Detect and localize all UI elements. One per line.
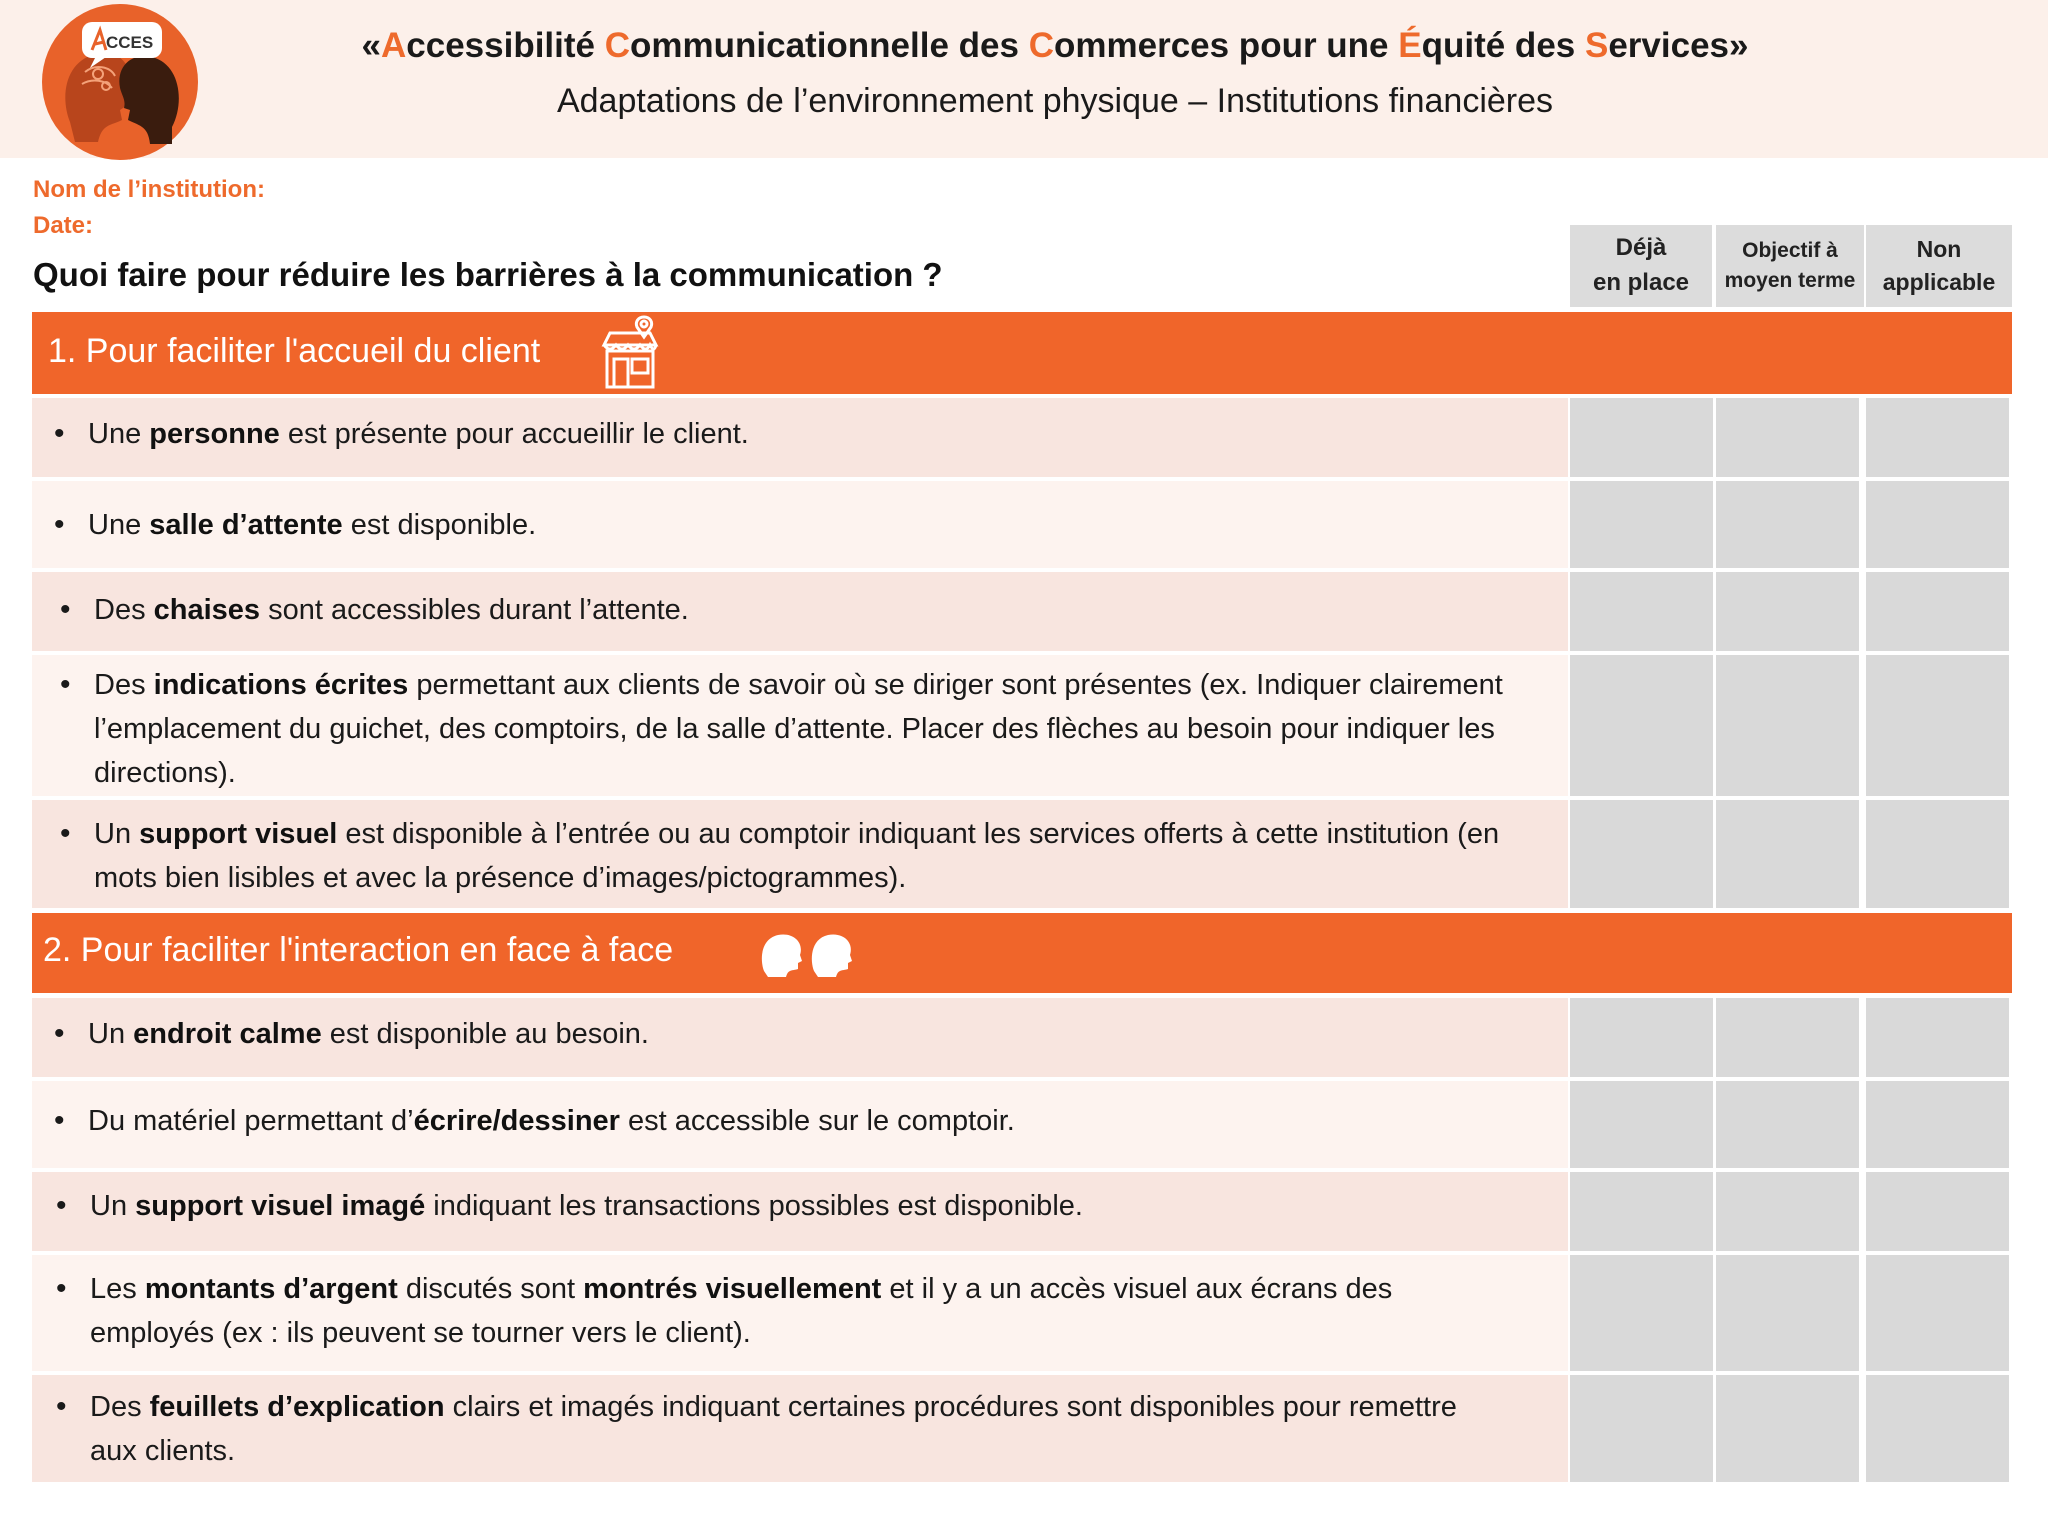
column-header-line2: moyen terme [1724,269,1856,292]
checkbox-cell-already-in-place[interactable] [1570,998,1713,1077]
title-accent-letter: É [1398,26,1422,65]
item-text-segment: Un [90,1190,136,1222]
title-text: ccessibilité [406,26,605,65]
list-item [32,1172,1568,1251]
item-text-bold: indications écrites [153,669,409,701]
bullet: • [54,508,65,541]
checkbox-cell-not-applicable[interactable] [1866,800,2009,908]
item-text-segment: Des [90,1391,150,1423]
item-text-segment: Des [94,594,154,626]
storefront-pin-icon [598,315,662,391]
checkbox-cell-already-in-place[interactable] [1570,655,1713,796]
section-1-header [32,312,2012,394]
item-text [60,588,1514,632]
bullet: • [60,817,71,850]
checkbox-cell-not-applicable[interactable] [1866,998,2009,1077]
page-title [230,26,1880,66]
title-accent-letter: S [1584,26,1609,65]
acces-logo-icon [40,2,200,162]
item-text [56,1184,1510,1228]
header-banner [0,0,2048,158]
checkbox-cell-mid-term-goal[interactable] [1716,655,1859,796]
logo-text: CCES [106,33,154,52]
list-item [32,800,1568,908]
column-header-already-in-place [1570,225,1712,307]
item-text-segment: est disponible. [342,509,537,541]
item-text-bold: personne [149,418,280,450]
list-item [32,572,1568,651]
title-text: quité des [1421,26,1585,65]
section-2-title: 2. Pour faciliter l'interaction en face à face [43,931,674,969]
checkbox-cell-mid-term-goal[interactable] [1716,800,1859,908]
item-text-segment: et il y a un accès visuel aux écrans des employés (ex : ils peuvent se tourner vers le client). [90,1273,1393,1349]
checkbox-cell-already-in-place[interactable] [1570,1375,1713,1482]
title-accent-letter: C [1028,26,1054,65]
list-item [32,998,1568,1077]
title-text: ervices» [1608,26,1749,65]
column-header-not-applicable [1866,225,2012,307]
item-text-segment: Les [90,1273,145,1305]
checkbox-cell-already-in-place[interactable] [1570,572,1713,651]
checkbox-cell-not-applicable[interactable] [1866,481,2009,568]
checkbox-cell-mid-term-goal[interactable] [1716,1375,1859,1482]
bullet: • [56,1390,67,1423]
item-text-segment: permettant aux clients de savoir où se diriger sont présentes (ex. Indiquer clairement l’emplacement du guichet, des comptoirs, de la salle d’attente. Placer des flèches au besoin pour indiquer les directions). [94,669,1503,789]
column-header-line2: en place [1592,269,1690,296]
item-text-segment: est disponible au besoin. [321,1018,649,1050]
item-text [60,812,1514,900]
title-accent-letter: C [604,26,630,65]
column-header-line1: Non [1916,235,1962,262]
item-text-segment: indiquant les transactions possibles est disponible. [425,1190,1083,1222]
item-text [54,412,1508,456]
bullet: • [54,1017,65,1050]
checkbox-cell-mid-term-goal[interactable] [1716,1255,1859,1371]
list-item [32,1375,1568,1482]
bullet: • [56,1189,67,1222]
item-text-segment: sont accessibles durant l’attente. [260,594,689,626]
item-text-segment: clairs et imagés indiquant certaines procédures sont disponibles pour remettre aux clients. [90,1391,1457,1467]
item-text-segment: est disponible à l’entrée ou au comptoir indiquant les services offerts à cette institution (en mots bien lisibles et avec la présence d’images/pictogrammes). [94,818,1500,894]
list-item [32,481,1568,568]
checkbox-cell-not-applicable[interactable] [1866,1255,2009,1371]
column-header-mid-term-goal [1716,225,1864,307]
checkbox-cell-not-applicable[interactable] [1866,1375,2009,1482]
list-item [32,1081,1568,1168]
item-text-segment: Du matériel permettant d’ [88,1105,414,1137]
item-text-segment: Un [94,818,140,850]
checkbox-cell-mid-term-goal[interactable] [1716,998,1859,1077]
checkbox-cell-already-in-place[interactable] [1570,1172,1713,1251]
bullet: • [56,1272,67,1305]
checkbox-cell-already-in-place[interactable] [1570,481,1713,568]
institution-name-label: Nom de l’institution: [33,176,265,203]
checkbox-cell-already-in-place[interactable] [1570,398,1713,477]
column-header-line1: Déjà [1615,234,1667,262]
item-text [60,663,1514,795]
item-text-segment: est présente pour accueillir le client. [279,418,749,450]
section-1-title: 1. Pour faciliter l'accueil du client [48,332,541,370]
checkbox-cell-mid-term-goal[interactable] [1716,398,1859,477]
title-accent-letter: A [380,26,407,65]
item-text-segment: discutés sont [397,1273,584,1305]
checkbox-cell-mid-term-goal[interactable] [1716,572,1859,651]
item-text-bold: feuillets d’explication [149,1391,445,1423]
item-text-bold: support visuel [139,818,338,850]
item-text-bold: montants d’argent [144,1273,398,1305]
checkbox-cell-mid-term-goal[interactable] [1716,481,1859,568]
item-text-segment: Une [88,418,150,450]
item-text-segment: est accessible sur le comptoir. [619,1105,1015,1137]
checkbox-cell-mid-term-goal[interactable] [1716,1081,1859,1168]
item-text-bold: montrés visuellement [583,1273,882,1305]
list-item [32,1255,1568,1371]
title-text: ommunicationnelle des [630,26,1029,65]
item-text [56,1385,1510,1473]
item-text [54,1012,1508,1056]
checkbox-cell-not-applicable[interactable] [1866,398,2009,477]
item-text [54,503,1508,547]
checkbox-cell-not-applicable[interactable] [1866,572,2009,651]
checkbox-cell-already-in-place[interactable] [1570,1255,1713,1371]
item-text-bold: salle d’attente [149,509,343,541]
bullet: • [60,668,71,701]
checkbox-cell-not-applicable[interactable] [1866,655,2009,796]
checkbox-cell-not-applicable[interactable] [1866,1172,2009,1251]
date-label: Date: [33,212,94,239]
column-header-line1: Objectif à [1742,238,1838,262]
title-text: ommerces pour une [1053,26,1399,65]
item-text-bold: support visuel imagé [135,1190,426,1222]
item-text [54,1099,1508,1143]
item-text-segment: Des [94,669,154,701]
column-header-line2: applicable [1882,269,1996,295]
two-heads-icon [758,931,856,979]
main-question: Quoi faire pour réduire les barrières à la communication ? [33,256,943,293]
checkbox-cell-not-applicable[interactable] [1866,1081,2009,1168]
checkbox-cell-already-in-place[interactable] [1570,1081,1713,1168]
bullet: • [54,1104,65,1137]
title-text: « [361,26,381,65]
checkbox-cell-mid-term-goal[interactable] [1716,1172,1859,1251]
item-text-segment: Une [88,509,150,541]
list-item [32,655,1568,796]
bullet: • [54,417,65,450]
item-text-bold: écrire/dessiner [413,1105,620,1137]
page-subtitle: Adaptations de l’environnement physique – Institutions financières [556,82,1554,120]
item-text-bold: endroit calme [133,1018,322,1050]
item-text [56,1267,1510,1355]
item-text-bold: chaises [153,594,261,626]
item-text-segment: Un [88,1018,134,1050]
section-2-header [32,913,2012,993]
bullet: • [60,593,71,626]
checkbox-cell-already-in-place[interactable] [1570,800,1713,908]
list-item [32,398,1568,477]
